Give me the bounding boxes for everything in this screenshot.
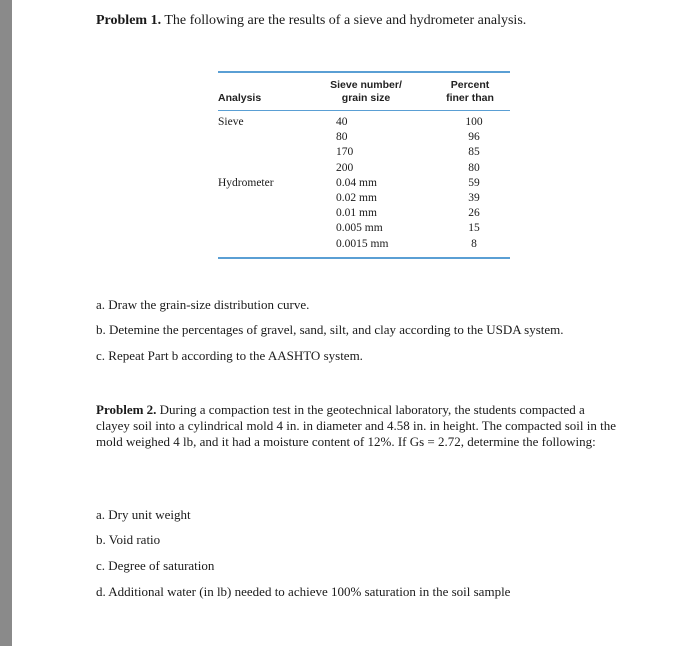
table-cell: 0.02 mm — [336, 191, 377, 204]
sieve-hydrometer-table — [218, 70, 510, 262]
document-page — [12, 0, 700, 646]
group-hydrometer: Hydrometer — [218, 177, 274, 189]
table-bottom-rule — [218, 257, 510, 259]
header-sieve-number — [318, 79, 414, 105]
table-header-rule — [218, 110, 510, 111]
table-cell: 8 — [471, 237, 477, 250]
table-cell: 0.005 mm — [336, 222, 383, 235]
table-cell: 170 — [336, 146, 354, 159]
header-analysis: Analysis — [218, 92, 262, 104]
problem2-part-d: d. Additional water (in lb) needed to achieve 100% saturation in the soil sample — [96, 584, 511, 599]
table-cell: 200 — [336, 161, 354, 174]
header-percent-line1: Percent — [450, 79, 490, 91]
table-cell: 100 — [465, 116, 483, 128]
table-cell: 0.04 mm — [336, 176, 377, 189]
table-cell: 59 — [468, 176, 480, 189]
table-cell: 96 — [468, 131, 480, 144]
problem1-text: The following are the results of a sieve and hydrometer analysis. — [161, 13, 527, 28]
header-sieve-line1: Sieve number/ — [330, 79, 402, 91]
table-cell: 80 — [336, 131, 348, 144]
left-margin-bar — [0, 0, 12, 646]
table-top-rule — [218, 71, 510, 73]
problem2-part-a: a. Dry unit weight — [96, 507, 191, 522]
problem2-label: Problem 2. — [96, 402, 157, 417]
sieve-size-column — [336, 115, 388, 252]
problem1-part-c: c. Repeat Part b according to the AASHTO system. — [96, 348, 363, 363]
problem2-part-c: c. Degree of saturation — [96, 558, 215, 573]
group-sieve: Sieve — [218, 116, 244, 128]
problem2-part-b: b. Void ratio — [96, 532, 161, 547]
header-percent-line2: finer than — [446, 92, 494, 104]
percent-finer-column — [444, 115, 504, 252]
problem1-part-b: b. Detemine the percentages of gravel, sand, silt, and clay according to the USDA system. — [96, 322, 564, 337]
table-cell: 15 — [468, 222, 480, 235]
table-cell: 85 — [468, 146, 480, 159]
table-cell: 40 — [336, 116, 348, 128]
problem2-statement — [96, 402, 616, 450]
header-percent-finer — [440, 79, 500, 105]
problem1-label: Problem 1. — [96, 13, 162, 28]
problem2-text: During a compaction test in the geotechnical laboratory, the students compacted a clayey soil into a cylindrical mold 4 in. in diameter and 4.58 in. in height. The compacted soil in the mold weighed 4 lb, and it had a moisture content of 12%. If Gs = 2.72, determine the following: — [96, 402, 616, 449]
table-cell: 39 — [468, 191, 480, 204]
table-cell: 0.01 mm — [336, 207, 377, 220]
table-cell: 80 — [468, 161, 480, 174]
table-cell: 0.0015 mm — [336, 237, 389, 250]
table-cell: 26 — [468, 207, 480, 220]
header-sieve-line2: grain size — [341, 92, 391, 104]
problem1-statement — [96, 13, 526, 29]
problem1-part-a: a. Draw the grain-size distribution curve. — [96, 297, 310, 312]
